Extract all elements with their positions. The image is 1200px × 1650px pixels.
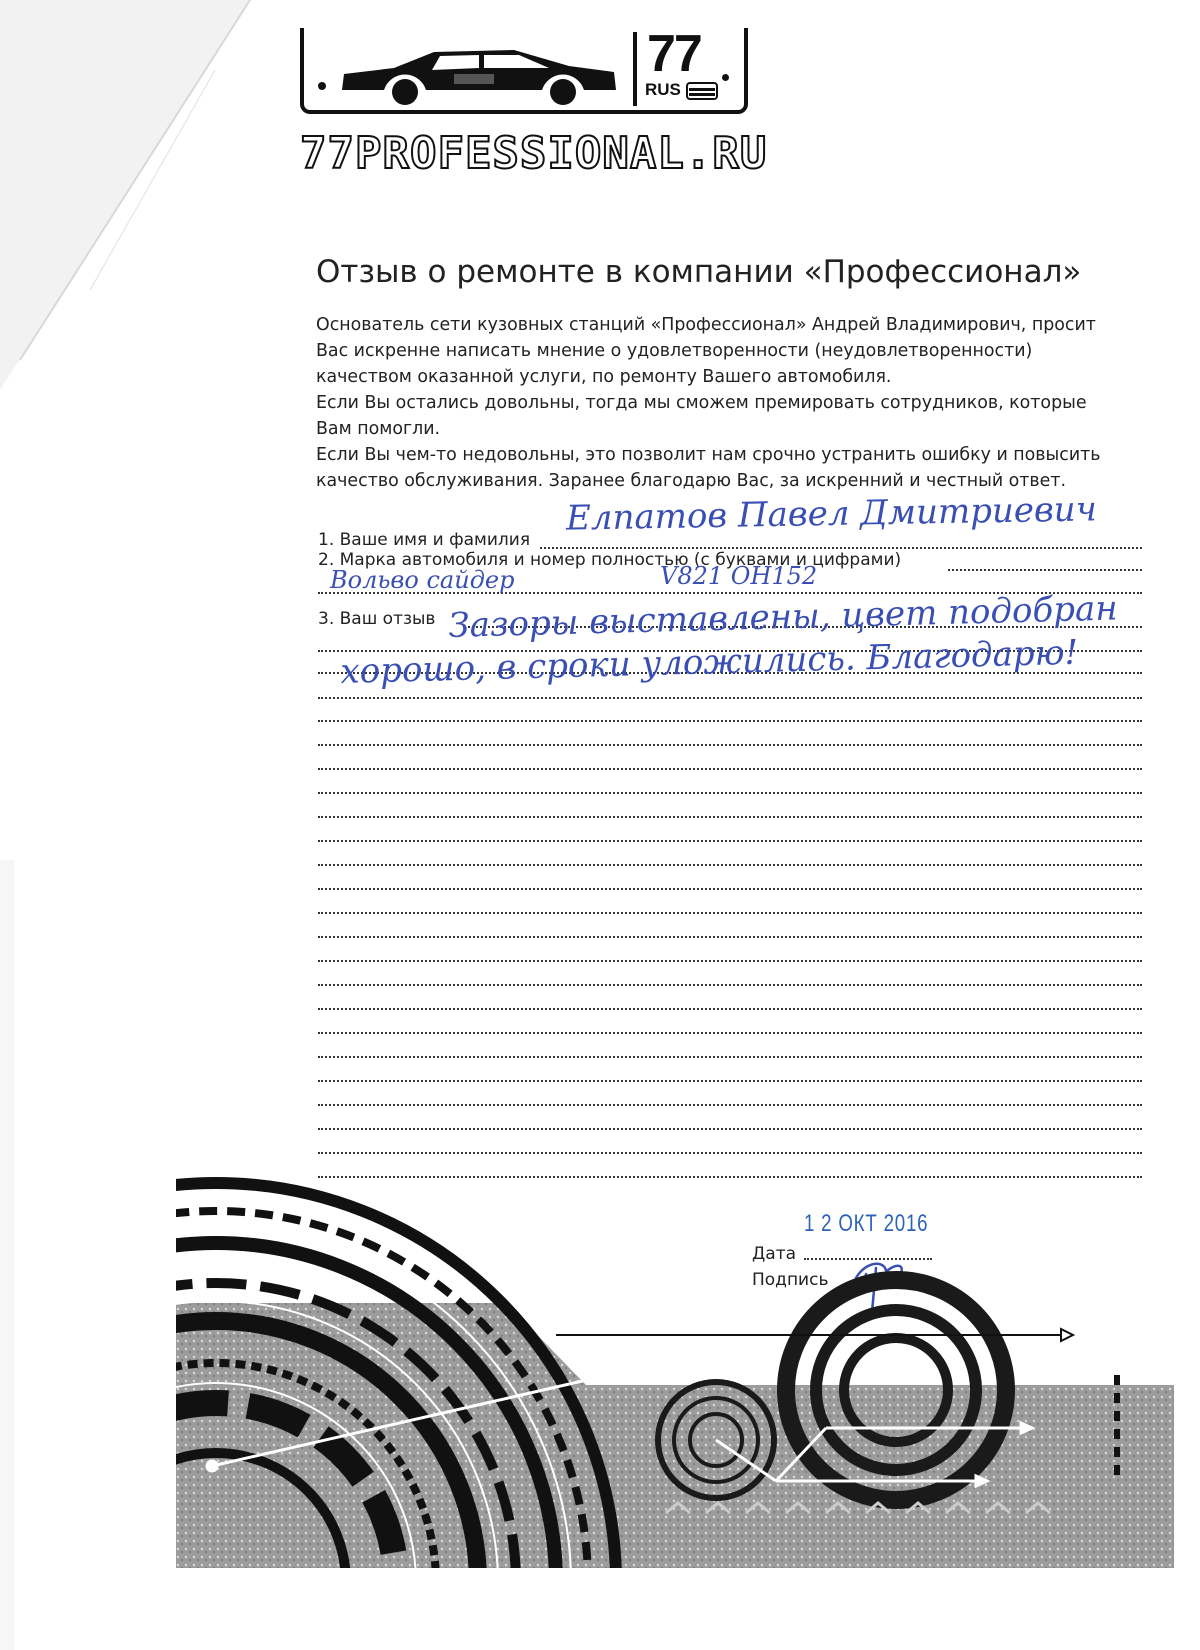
review-label: 3. Ваш отзыв — [318, 609, 436, 629]
intro-line: Вас искренне написать мнение о удовлетворенности (неудовлетворенности) — [316, 341, 1033, 361]
review-line[interactable] — [318, 744, 1142, 746]
review-line[interactable] — [318, 864, 1142, 866]
signature-label: Подпись — [752, 1270, 829, 1290]
plate-number: 77 — [647, 25, 701, 83]
plate-region: RUS — [645, 80, 681, 99]
review-answer-line-1: Зазоры выставлены, цвет подобран — [448, 588, 1119, 646]
logo-dot — [722, 74, 729, 81]
flag-icon — [686, 82, 718, 100]
company-logo — [300, 25, 768, 198]
intro-line: качество обслуживания. Заранее благодарю Вас, за искренний и честный ответ. — [316, 471, 1067, 491]
car-silhouette-icon — [314, 46, 624, 106]
review-line[interactable] — [318, 960, 1142, 962]
page-title: Отзыв о ремонте в компании «Профессионал» — [316, 254, 1082, 290]
intro-line: Если Вы остались довольны, тогда мы сможем премировать сотрудников, которые — [316, 393, 1087, 413]
intro-line: Основатель сети кузовных станций «Профессионал» Андрей Владимирович, просит — [316, 315, 1096, 335]
decorative-footer-graphic — [176, 1163, 1174, 1568]
date-label: Дата — [752, 1244, 797, 1264]
logo-divider — [633, 32, 637, 106]
car-plate-answer: V821 ОН152 — [660, 562, 818, 590]
intro-line: Если Вы чем-то недовольны, это позволит нам срочно устранить ошибку и повысить — [316, 445, 1101, 465]
review-line[interactable] — [318, 792, 1142, 794]
review-answer-line-2: хорошо, в сроки уложились. Благодарю! — [340, 632, 1079, 692]
review-line[interactable] — [318, 1008, 1142, 1010]
intro-text — [316, 312, 1146, 494]
car-model-answer: Вольво сайдер — [330, 566, 515, 594]
review-line[interactable] — [318, 816, 1142, 818]
review-line[interactable] — [318, 1152, 1142, 1154]
review-line[interactable] — [318, 1128, 1142, 1130]
review-line[interactable] — [318, 888, 1142, 890]
name-answer: Елпатов Павел Дмитриевич — [565, 489, 1098, 539]
review-line[interactable] — [318, 1056, 1142, 1058]
car-label: 2. Марка автомобиля и номер полностью (с буквами и цифрами) — [318, 550, 902, 570]
review-line[interactable] — [318, 1104, 1142, 1106]
car-field-line-1[interactable] — [948, 569, 1142, 571]
review-line[interactable] — [318, 1032, 1142, 1034]
review-line[interactable] — [318, 912, 1142, 914]
date-stamp: 1 2 ОКТ 2016 — [804, 1210, 929, 1237]
review-line[interactable] — [318, 984, 1142, 986]
intro-line: качеством оказанной услуги, по ремонту Вашего автомобиля. — [316, 367, 892, 387]
review-line[interactable] — [318, 720, 1142, 722]
review-line[interactable] — [318, 697, 1142, 699]
name-field-line[interactable] — [540, 547, 1142, 549]
review-line[interactable] — [318, 1080, 1142, 1082]
review-line[interactable] — [318, 936, 1142, 938]
review-line[interactable] — [318, 768, 1142, 770]
site-name: 77PROFESSIONAL.RU — [300, 128, 768, 179]
name-label: 1. Ваше имя и фамилия — [318, 530, 531, 550]
review-line[interactable] — [318, 840, 1142, 842]
intro-line: Вам помогли. — [316, 419, 441, 439]
